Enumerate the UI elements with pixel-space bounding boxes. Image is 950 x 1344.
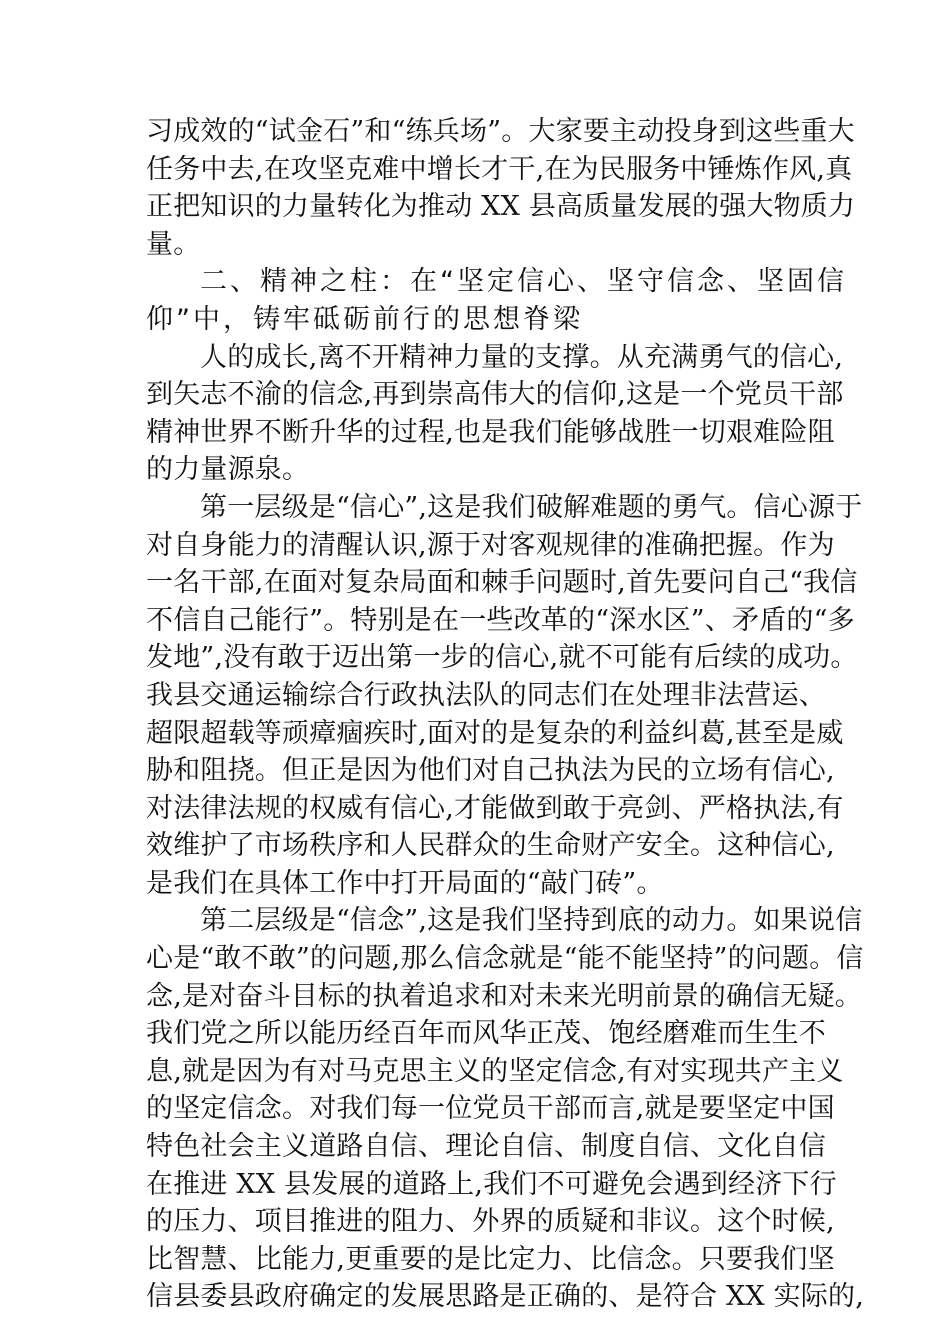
paragraph-first-line: 人的成长,离不开精神力量的支撑。从充满勇气的信心, bbox=[200, 341, 844, 373]
paragraph-first-line: 第一层级是“信心”,这是我们破解难题的勇气。信心源于 bbox=[200, 491, 863, 523]
paragraph-line: 对法律法规的权威有信心,才能做到敢于亮剑、严格执法,有 bbox=[146, 792, 844, 824]
section-heading: 二、精神之柱：在“坚定信心、坚守信念、坚固信 bbox=[200, 266, 847, 298]
paragraph-line: 的坚定信念。对我们每一位党员干部而言,就是要坚定中国 bbox=[146, 1093, 835, 1125]
paragraph-line: 量。 bbox=[146, 228, 201, 260]
paragraph-line: 习成效的“试金石”和“练兵场”。大家要主动投身到这些重大 bbox=[146, 116, 855, 147]
paragraph-line: 特色社会主义道路自信、理论自信、制度自信、文化自信 bbox=[146, 1131, 826, 1163]
paragraph-line: 精神世界不断升华的过程,也是我们能够战胜一切艰难险阻 bbox=[146, 416, 835, 448]
paragraph-line: 我们党之所以能历经百年而风华正茂、饱经磨难而生生不 bbox=[146, 1018, 826, 1050]
paragraph-line: 在推进 XX 县发展的道路上,我们不可避免会遇到经济下行 bbox=[146, 1168, 837, 1200]
paragraph-line: 信县委县政府确定的发展思路是正确的、是符合 XX 实际的, bbox=[146, 1281, 864, 1313]
paragraph-line: 任务中去,在攻坚克难中增长才干,在为民服务中锤炼作风,真 bbox=[146, 153, 853, 185]
section-heading-continued: 仰”中，铸牢砥砺前行的思想脊梁 bbox=[146, 303, 583, 335]
paragraph-line: 发地”,没有敢于迈出第一步的信心,就不可能有后续的成功。 bbox=[146, 642, 858, 674]
paragraph-line: 正把知识的力量转化为推动 XX 县高质量发展的强大物质力 bbox=[146, 191, 856, 223]
paragraph-line: 我县交通运输综合行政执法队的同志们在处理非法营运、 bbox=[146, 679, 826, 711]
paragraph-line: 效维护了市场秩序和人民群众的生命财产安全。这种信心, bbox=[146, 830, 835, 862]
paragraph-first-line: 第二层级是“信念”,这是我们坚持到底的动力。如果说信 bbox=[200, 905, 863, 937]
paragraph-line: 不信自己能行”。特别是在一些改革的“深水区”、矛盾的“多 bbox=[146, 604, 855, 636]
paragraph-line: 一名干部,在面对复杂局面和棘手问题时,首先要问自己“我信 bbox=[146, 567, 858, 599]
paragraph-line: 到矢志不渝的信念,再到崇高伟大的信仰,这是一个党员干部 bbox=[146, 379, 844, 411]
paragraph-line: 念,是对奋斗目标的执着追求和对未来光明前景的确信无疑。 bbox=[146, 980, 862, 1012]
paragraph-line: 是我们在具体工作中打开局面的“敲门砖”。 bbox=[146, 867, 664, 899]
paragraph-line: 比智慧、比能力,更重要的是比定力、比信念。只要我们坚 bbox=[146, 1243, 835, 1275]
paragraph-line: 的力量源泉。 bbox=[146, 454, 310, 486]
paragraph-line: 超限超载等顽瘴痼疾时,面对的是复杂的利益纠葛,甚至是威 bbox=[146, 717, 844, 749]
paragraph-line: 息,就是因为有对马克思主义的坚定信念,有对实现共产主义 bbox=[146, 1055, 844, 1087]
paragraph-line: 胁和阻挠。但正是因为他们对自己执法为民的立场有信心, bbox=[146, 755, 835, 787]
paragraph-line: 对自身能力的清醒认识,源于对客观规律的准确把握。作为 bbox=[146, 529, 835, 561]
paragraph-line: 的压力、项目推进的阻力、外界的质疑和非议。这个时候, bbox=[146, 1206, 835, 1238]
paragraph-line: 心是“敢不敢”的问题,那么信念就是“能不能坚持”的问题。信 bbox=[146, 943, 864, 975]
document-body bbox=[146, 113, 864, 1316]
